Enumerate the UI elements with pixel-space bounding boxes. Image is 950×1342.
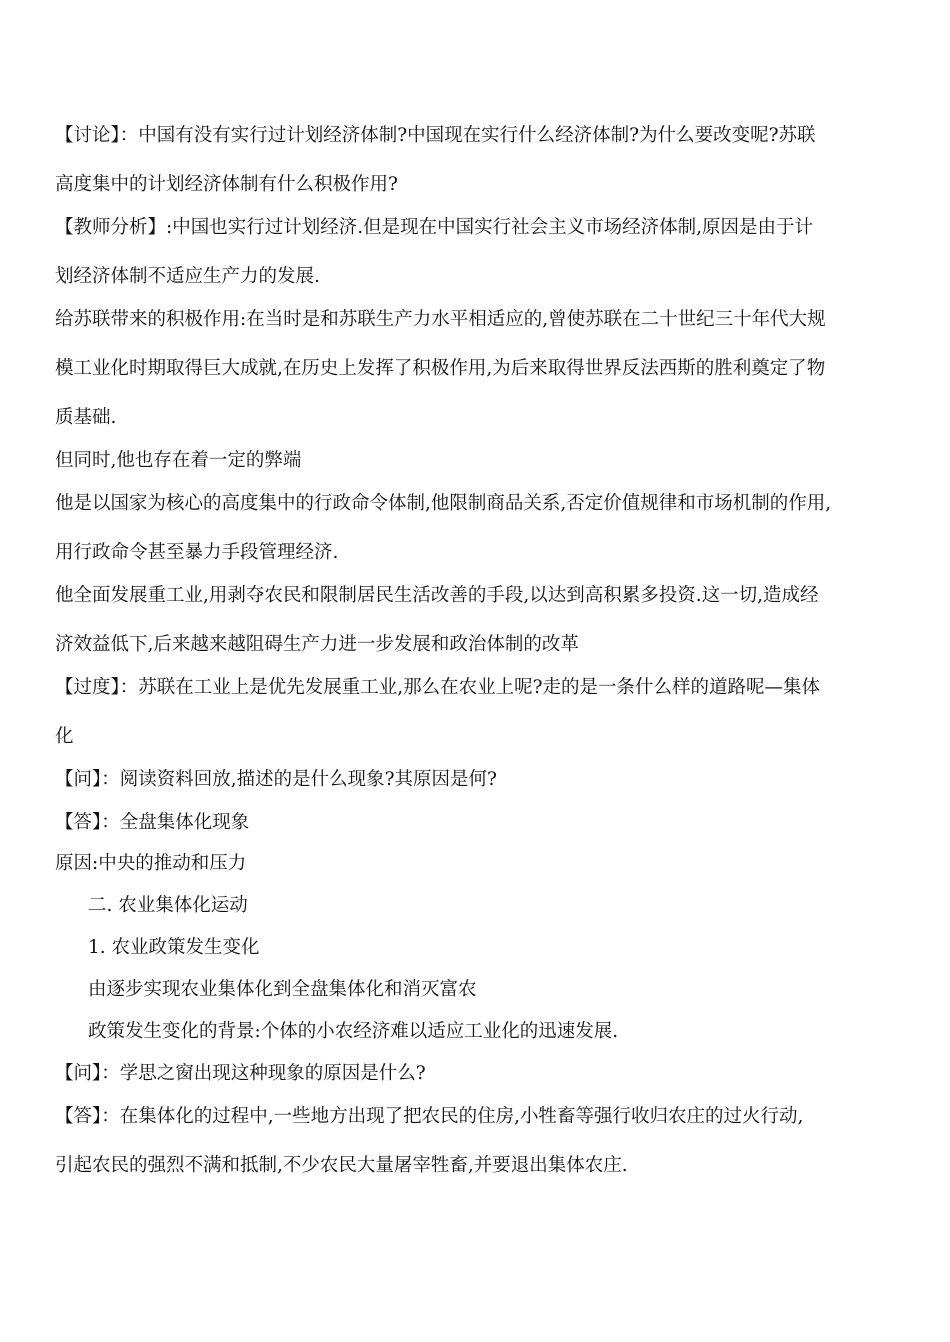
answer-2-line-1: 【答】：在集体化的过程中,一些地方出现了把农民的住房,小牲畜等强行收归农庄的过火行动,	[55, 1106, 804, 1127]
drawback-line-2: 用行政命令甚至暴力手段管理经济.	[55, 542, 339, 563]
policy-change-line: 由逐步实现农业集体化到全盘集体化和消灭富农	[88, 979, 477, 1000]
drawback-intro-line: 但同时,他也存在着一定的弊端	[55, 450, 302, 471]
policy-background-line: 政策发生变化的背景:个体的小农经济难以适应工业化的迅速发展.	[88, 1021, 619, 1042]
drawback-line-3: 他全面发展重工业,用剥夺农民和限制居民生活改善的手段,以达到高积累多投资.这一切,造成经	[55, 585, 819, 606]
drawback-line-4: 济效益低下,后来越来越阻碍生产力进一步发展和政治体制的改革	[55, 634, 579, 655]
answer-1-line: 【答】：全盘集体化现象	[55, 812, 250, 833]
transition-line-1: 【过度】：苏联在工业上是优先发展重工业,那么在农业上呢?走的是一条什么样的道路呢—集体	[55, 677, 821, 698]
positive-effect-line-1: 给苏联带来的积极作用:在当时是和苏联生产力水平相适应的,曾使苏联在二十世纪三十年代大规	[55, 309, 826, 330]
reason-line: 原因:中央的推动和压力	[55, 853, 247, 874]
section-heading-2: 二. 农业集体化运动	[88, 895, 248, 916]
positive-effect-line-2: 模工业化时期取得巨大成就,在历史上发挥了积极作用,为后来取得世界反法西斯的胜利奠定了物	[55, 358, 826, 379]
answer-2-line-2: 引起农民的强烈不满和抵制,不少农民大量屠宰牲畜,并要退出集体农庄.	[55, 1155, 628, 1176]
discussion-question-line-1: 【讨论】：中国有没有实行过计划经济体制?中国现在实行什么经济体制?为什么要改变呢?苏联	[55, 125, 816, 146]
teacher-analysis-line-2: 划经济体制不适应生产力的发展.	[55, 266, 320, 287]
question-1-line: 【问】：阅读资料回放,描述的是什么现象?其原因是何?	[55, 769, 497, 790]
teacher-analysis-line-1: 【教师分析】:中国也实行过计划经济.但是现在中国实行社会主义市场经济体制,原因是由于计	[55, 217, 813, 238]
transition-line-2: 化	[55, 726, 74, 747]
subsection-heading-1: 1. 农业政策发生变化	[88, 937, 260, 958]
discussion-question-line-2: 高度集中的计划经济体制有什么积极作用?	[55, 174, 398, 195]
question-2-line: 【问】：学思之窗出现这种现象的原因是什么?	[55, 1063, 426, 1084]
drawback-line-1: 他是以国家为核心的高度集中的行政命令体制,他限制商品关系,否定价值规律和市场机制的作用,	[55, 493, 832, 514]
positive-effect-line-3: 质基础.	[55, 407, 117, 428]
